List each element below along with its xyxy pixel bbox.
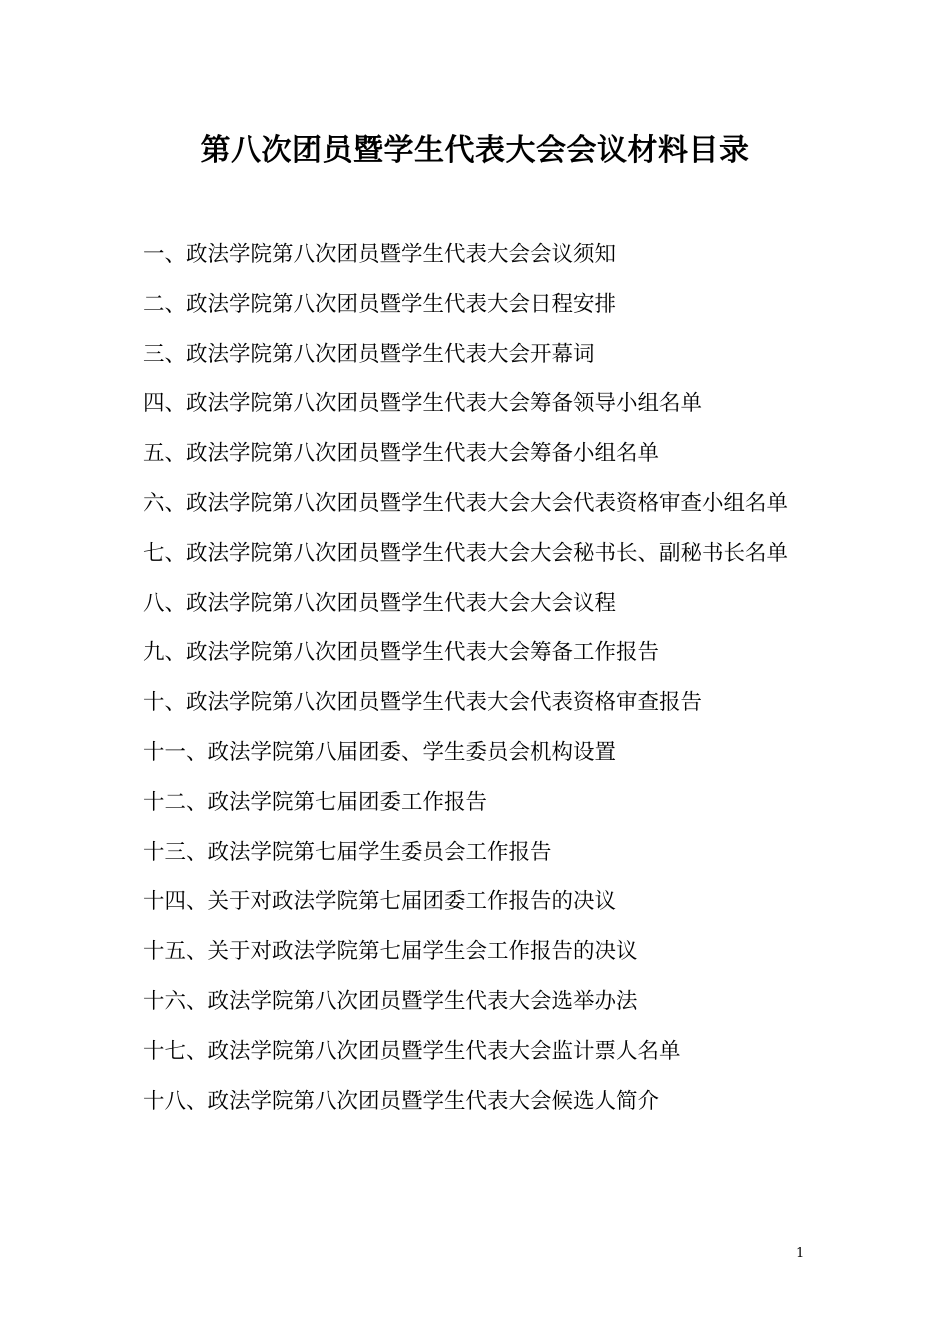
toc-item: 十八、政法学院第八次团员暨学生代表大会候选人简介 xyxy=(143,1088,660,1114)
toc-item: 六、政法学院第八次团员暨学生代表大会大会代表资格审查小组名单 xyxy=(143,490,789,516)
toc-item: 九、政法学院第八次团员暨学生代表大会筹备工作报告 xyxy=(143,640,660,666)
toc-item: 十、政法学院第八次团员暨学生代表大会代表资格审查报告 xyxy=(143,690,703,716)
toc-item: 十一、政法学院第八届团委、学生委员会机构设置 xyxy=(143,739,617,765)
toc-item: 十六、政法学院第八次团员暨学生代表大会选举办法 xyxy=(143,988,638,1014)
toc-item: 七、政法学院第八次团员暨学生代表大会大会秘书长、副秘书长名单 xyxy=(143,540,789,566)
page-title: 第八次团员暨学生代表大会会议材料目录 xyxy=(200,133,750,168)
toc-item: 三、政法学院第八次团员暨学生代表大会开幕词 xyxy=(143,341,595,367)
toc-item: 二、政法学院第八次团员暨学生代表大会日程安排 xyxy=(143,291,617,317)
toc-item: 五、政法学院第八次团员暨学生代表大会筹备小组名单 xyxy=(143,441,660,467)
toc-item: 十四、关于对政法学院第七届团委工作报告的决议 xyxy=(143,889,617,915)
toc-item: 十二、政法学院第七届团委工作报告 xyxy=(143,789,488,815)
toc-item: 十三、政法学院第七届学生委员会工作报告 xyxy=(143,839,552,865)
table-of-contents xyxy=(143,230,813,1126)
page-number: 1 xyxy=(796,1246,805,1261)
toc-item: 四、政法学院第八次团员暨学生代表大会筹备领导小组名单 xyxy=(143,391,703,417)
toc-item: 一、政法学院第八次团员暨学生代表大会会议须知 xyxy=(143,242,617,267)
toc-item: 八、政法学院第八次团员暨学生代表大会大会议程 xyxy=(143,590,617,616)
toc-item: 十五、关于对政法学院第七届学生会工作报告的决议 xyxy=(143,939,638,965)
toc-item: 十七、政法学院第八次团员暨学生代表大会监计票人名单 xyxy=(143,1038,681,1064)
